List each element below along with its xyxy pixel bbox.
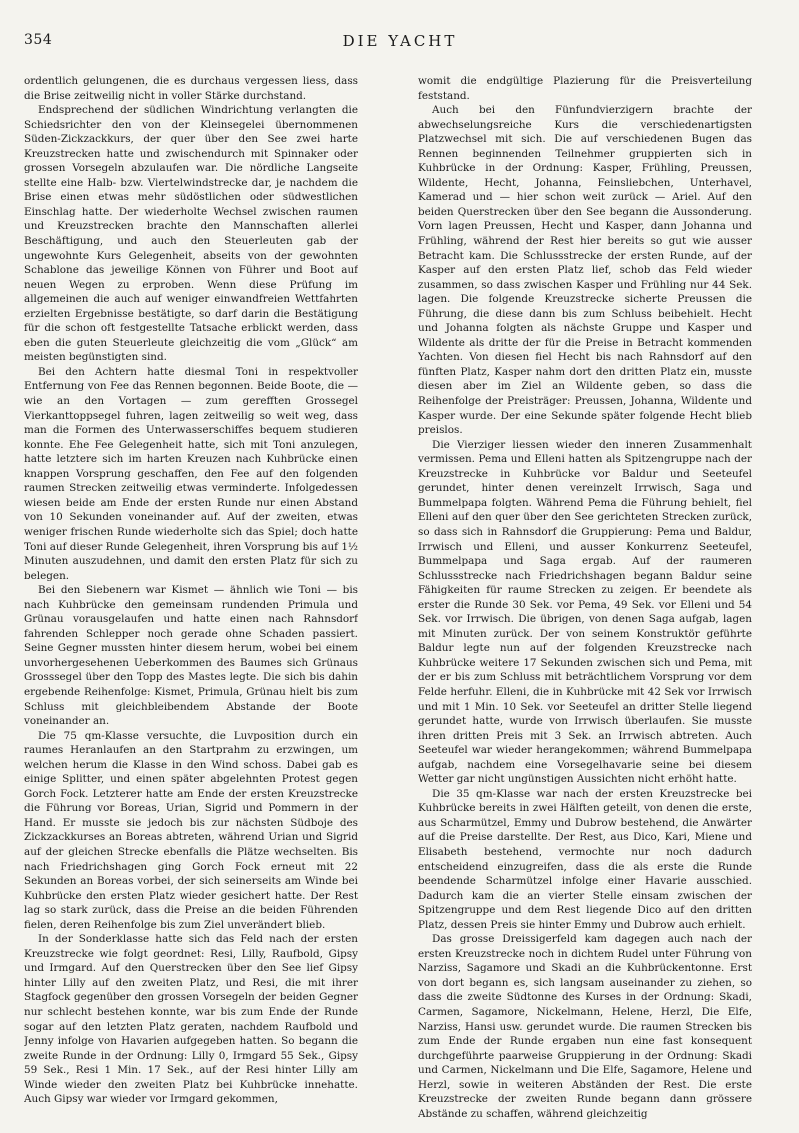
- paragraph: Auch bei den Fünfundvierzigern brachte der abwechselungsreiche Kurs die verschiedenartigsten Platzwechsel mit sich. Die auf verschiedenen Bugen das Rennen beginnenden Teilnehmer gruppierten sich in Kuhbrücke in der Ordnung: Kasper, Frühling, Preussen, Wildente, Hecht, Johanna, Feinsliebchen, Unterhavel, Kamerad und — hier schon weit zurück — Ariel. Auf den beiden Querstrecken über den See begann die Aussonderung. Vorn lagen Preussen, Hecht und Kasper, dann Johanna und Frühling, während der Rest hier bereits so gut wie ausser Betracht kam. Die Schlussstrecke der ersten Runde, auf der Kasper auf den ersten Platz lief, schob das Feld wieder zusammen, so dass zwischen Kasper und Frühling nur 44 Sek. lagen. Die folgende Kreuzstrecke sicherte Preussen die Führung, die diese dann bis zum Schluss beibehielt. Hecht und Johanna folgten als nächste Gruppe und Kasper und Wildente als dritte der für die Preise in Betracht kommenden Yachten. Von diesen fiel Hecht bis nach Rahnsdorf auf den fünften Platz, Kasper nahm dort den dritten Platz ein, musste diesen aber im Ziel an Wildente geben, so dass die Reihenfolge der Preisträger: Preussen, Johanna, Wildente und Kasper wurde. Der eine Sekunde später folgende Hecht blieb preislos.: [418, 104, 752, 437]
- page-number: 354: [24, 32, 53, 48]
- paragraph: Endsprechend der südlichen Windrichtung verlangten die Schiedsrichter den von der Kleinsegelei übernommenen Süden-Zickzackkurs, der quer über den See zwei harte Kreuzstrecken hatte und zwischendurch mit Spinnaker oder grossen Vorsegeln abzulaufen war. Die nördliche Langseite stellte eine Halb- bzw. Viertelwindstrecke dar, je nachdem die Brise einen etwas mehr südöstlichen oder südwestlichen Einschlag hatte. Der wiederholte Wechsel zwischen raumen und Kreuzstrecken brachte den Mannschaften allerlei Beschäftigung, und auch den Steuerleuten gab der ungewohnte Kurs Gelegenheit, abseits von der gewohnten Schablone das jeweilige Können von Führer und Boot auf neuen Wegen zu erproben. Wenn diese Prüfung im allgemeinen die auch auf weniger einwandfreien Wettfahrten erzielten Ergebnisse bestätigte, so darf darin die Bestätigung für die schon oft festgestellte Tatsache erblickt werden, dass eben die guten Steuerleute gleichzeitig die vom „Glück“ am meisten begünstigten sind.: [24, 104, 358, 364]
- paragraph: Die 75 qm-Klasse versuchte, die Luvposition durch ein raumes Heranlaufen an den Startprahm zu erzwingen, um welchen herum die Klasse in den Wind schoss. Dabei gab es einige Splitter, und einen später abgelehnten Protest gegen Gorch Fock. Letzterer hatte am Ende der ersten Kreuzstrecke die Führung vor Boreas, Urian, Sigrid und Pommern in der Hand. Er musste sie jedoch bis zur nächsten Südboje des Zickzackkurses an Boreas abtreten, während Urian und Sigrid auf der gleichen Strecke ebenfalls die Plätze wechselten. Bis nach Friedrichshagen ging Gorch Fock erneut mit 22 Sekunden an Boreas vorbei, der sich seinerseits am Winde bei Kuhbrücke den ersten Platz wieder gesichert hatte. Der Rest lag so stark zurück, dass die Preise an die beiden Führenden fielen, deren Reihenfolge bis zum Ziel unverändert blieb.: [24, 729, 358, 931]
- paragraph: Bei den Achtern hatte diesmal Toni in respektvoller Entfernung von Fee das Rennen begonnen. Beide Boote, die — wie an den Vortagen — zum gerefften Grossegel Vierkanttoppsegel fuhren, lagen zeitweilig so weit weg, dass man die Formen des Unterwasserschiffes bequem studieren konnte. Ehe Fee Gelegenheit hatte, sich mit Toni anzulegen, hatte letztere sich im harten Kreuzen nach Kuhbrücke einen knappen Vorsprung geschaffen, den Fee auf den folgenden raumen Strecken zeitweilig etwas verminderte. Infolgedessen wiesen beide am Ende der ersten Runde nur einen Abstand von 10 Sekunden voneinander auf. Auf der zweiten, etwas weniger frischen Runde wiederholte sich das Spiel; doch hatte Toni auf dieser Runde Gelegenheit, ihren Vorsprung bis auf 1½ Minuten auszudehnen, und damit den ersten Platz für sich zu belegen.: [24, 365, 358, 582]
- paragraph: Das grosse Dreissigerfeld kam dagegen auch nach der ersten Kreuzstrecke noch in dichtem Rudel unter Führung von Narziss, Sagamore und Skadi an die Kuhbrückentonne. Erst von dort begann es, sich langsam auseinander zu ziehen, so dass die zweite Südtonne des Kurses in der Ordnung: Skadi, Carmen, Sagamore, Nickelmann, Helene, Herzl, Die Elfe, Narziss, Hansi usw. gerundet wurde. Die raumen Strecken bis zum Ende der Runde ergaben nun eine fast konsequent durchgeführte paarweise Gruppierung in der Ordnung: Skadi und Carmen, Nickelmann und Die Elfe, Sagamore, Helene und Herzl, sowie in weiteren Abständen der Rest. Die erste Kreuzstrecke der zweiten Runde begann dann grössere Abstände zu schaffen, während gleichzeitig: [418, 933, 752, 1120]
- left-column: [24, 74, 358, 1124]
- journal-title: DIE YACHT: [342, 32, 458, 50]
- right-column: [418, 74, 752, 1124]
- paragraph: womit die endgültige Plazierung für die Preisverteilung feststand.: [418, 75, 752, 102]
- paragraph: Die Vierziger liessen wieder den inneren Zusammenhalt vermissen. Pema und Elleni hatten als Spitzengruppe nach der Kreuzstrecke in Kuhbrücke vor Baldur und Seeteufel gerundet, hinter denen vereinzelt Irrwisch, Saga und Bummelpapa folgten. Während Pema die Führung behielt, fiel Elleni auf den quer über den See gerichteten Strecken zurück, so dass sich in Rahnsdorf die Gruppierung: Pema und Baldur, Irrwisch und Elleni, und ausser Konkurrenz Seeteufel, Bummelpapa und Saga ergab. Auf der raumeren Schlussstrecke nach Friedrichshagen begann Baldur seine Fähigkeiten für raume Strecken zu zeigen. Er beendete als erster die Runde 30 Sek. vor Pema, 49 Sek. vor Elleni und 54 Sek. vor Irrwisch. Die übrigen, von denen Saga aufgab, lagen mit Minuten zurück. Der von seinem Konstruktör geführte Baldur legte nun auf der folgenden Kreuzstrecke nach Kuhbrücke weitere 17 Sekunden zwischen sich und Pema, mit der er bis zum Schluss mit beträchtlichem Vorsprung vor dem Felde herfuhr. Elleni, die in Kuhbrücke mit 42 Sek vor Irrwisch und mit 1 Min. 10 Sek. vor Seeteufel an dritter Stelle liegend gerundet hatte, wurde von Irrwisch überlaufen. Sie musste ihren dritten Preis mit 3 Sek. an Irrwisch abtreten. Auch Seeteufel war wieder herangekommen; während Bummelpapa aufgab, nachdem eine Vorsegelhavarie seine bei diesem Wetter gar nicht ungünstigen Aussichten nicht erhöht hatte.: [418, 438, 752, 786]
- paragraph: In der Sonderklasse hatte sich das Feld nach der ersten Kreuzstrecke wie folgt geordnet: Resi, Lilly, Raufbold, Gipsy und Irmgard. Auf den Querstrecken über den See lief Gipsy hinter Lilly auf den zweiten Platz, und Resi, die mit ihrer Stagfock gegenüber den grossen Vorsegeln der beiden Gegner nur schlecht bestehen konnte, war bis zum Ende der Runde sogar auf den letzten Platz geraten, nachdem Raufbold und Jenny infolge von Havarien aufgegeben hatten. So begann die zweite Runde in der Ordnung: Lilly 0, Irmgard 55 Sek., Gipsy 59 Sek., Resi 1 Min. 17 Sek., auf der Resi hinter Lilly am Winde wieder den zweiten Platz bei Kuhbrücke innehatte. Auch Gipsy war wieder vor Irmgard gekommen,: [24, 933, 358, 1106]
- paragraph: ordentlich gelungenen, die es durchaus vergessen liess, dass die Brise zeitweilig nicht in voller Stärke durchstand.: [24, 75, 358, 102]
- paragraph: Die 35 qm-Klasse war nach der ersten Kreuzstrecke bei Kuhbrücke bereits in zwei Hälften geteilt, von denen die erste, aus Scharmützel, Emmy und Dubrow bestehend, die Anwärter auf die Preise darstellte. Der Rest, aus Dico, Kari, Miene und Elisabeth bestehend, vermochte nur noch dadurch entscheidend einzugreifen, dass die als erste die Runde beendende Scharmützel infolge einer Havarie ausschied. Dadurch kam die an vierter Stelle einsam zwischen der Spitzengruppe und dem Rest liegende Dico auf den dritten Platz, dessen Preis sie hinter Emmy und Dubrow auch erhielt.: [418, 787, 752, 931]
- page-header: [24, 32, 776, 54]
- paragraph: Bei den Siebenern war Kismet — ähnlich wie Toni — bis nach Kuhbrücke den gemeinsam rundenden Primula und Grünau vorausgelaufen und hatte einen nach Rahnsdorf fahrenden Schlepper noch gerade ohne Schaden passiert. Seine Gegner mussten hinter diesem herum, wobei bei einem unvorhergesehenen Ueberkommen des Baumes sich Grünaus Grosssegel über den Topp des Mastes legte. Die sich bis dahin ergebende Reihenfolge: Kismet, Primula, Grünau hielt bis zum Schluss mit gleichbleibendem Abstande der Boote voneinander an.: [24, 584, 358, 728]
